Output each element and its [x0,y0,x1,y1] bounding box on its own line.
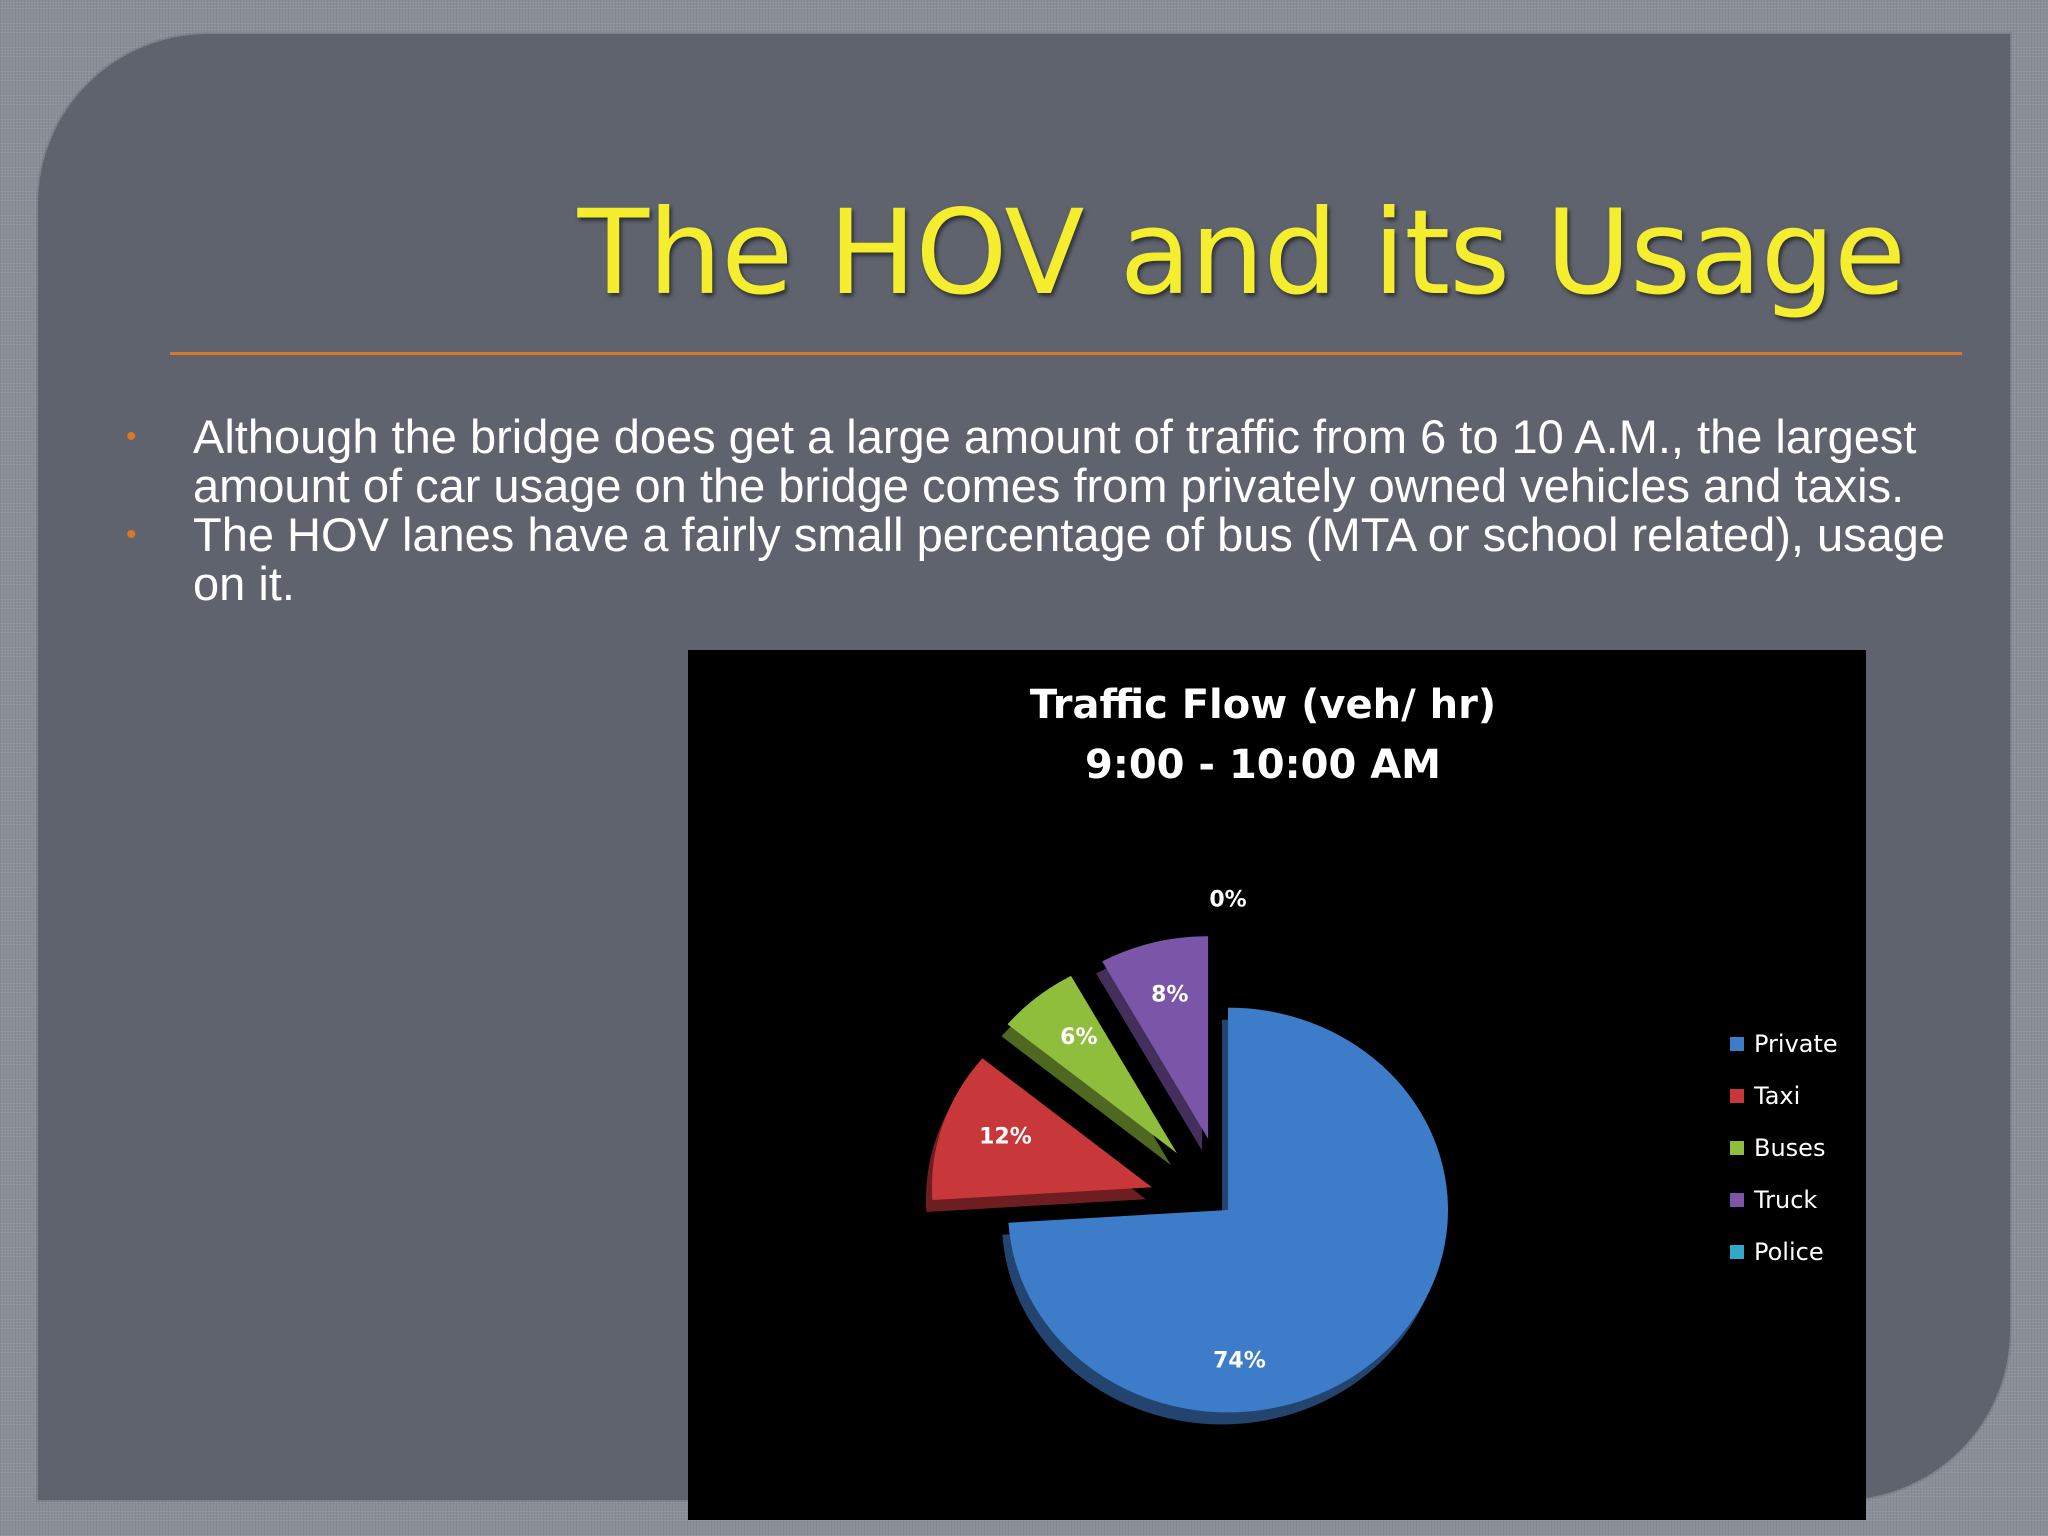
legend-label-truck: Truck [1754,1186,1818,1214]
chart-subtitle: 9:00 - 10:00 AM [1085,742,1441,788]
title-divider [170,352,1962,355]
legend-swatch-police [1730,1245,1744,1259]
legend-label-buses: Buses [1754,1134,1826,1162]
pie-chart-panel [688,650,1866,1520]
data-label-truck: 8% [1151,982,1189,1008]
bullet-icon: • [126,420,137,453]
bullet-text: Although the bridge does get a large amount of traffic from 6 to 10 A.M., the largest amount of car usage on the bridge comes from privately owned vehicles and taxis. [193,410,1917,512]
bullet-list [118,412,1978,608]
legend-label-private: Private [1754,1030,1838,1058]
legend-swatch-private [1730,1037,1744,1051]
data-label-police: 0% [1209,887,1247,913]
legend-swatch-truck [1730,1193,1744,1207]
bullet-item [118,412,1978,510]
pie-chart [688,650,1866,1520]
data-label-private: 74% [1213,1348,1266,1374]
slide-background [38,34,2010,1500]
data-label-taxi: 12% [979,1124,1032,1150]
legend-label-taxi: Taxi [1754,1082,1801,1110]
legend-swatch-taxi [1730,1089,1744,1103]
pie-slices [926,936,1448,1424]
legend-label-police: Police [1754,1238,1824,1266]
slide-title: The HOV and its Usage [577,184,1905,321]
bullet-icon: • [126,518,137,551]
chart-title: Traffic Flow (veh/ hr) [1029,682,1497,728]
bullet-text: The HOV lanes have a fairly small percentage of bus (MTA or school related), usage on it. [193,508,1946,610]
bullet-item [118,510,1978,608]
chart-legend [1730,1030,1838,1266]
legend-swatch-buses [1730,1141,1744,1155]
data-label-buses: 6% [1060,1025,1098,1051]
